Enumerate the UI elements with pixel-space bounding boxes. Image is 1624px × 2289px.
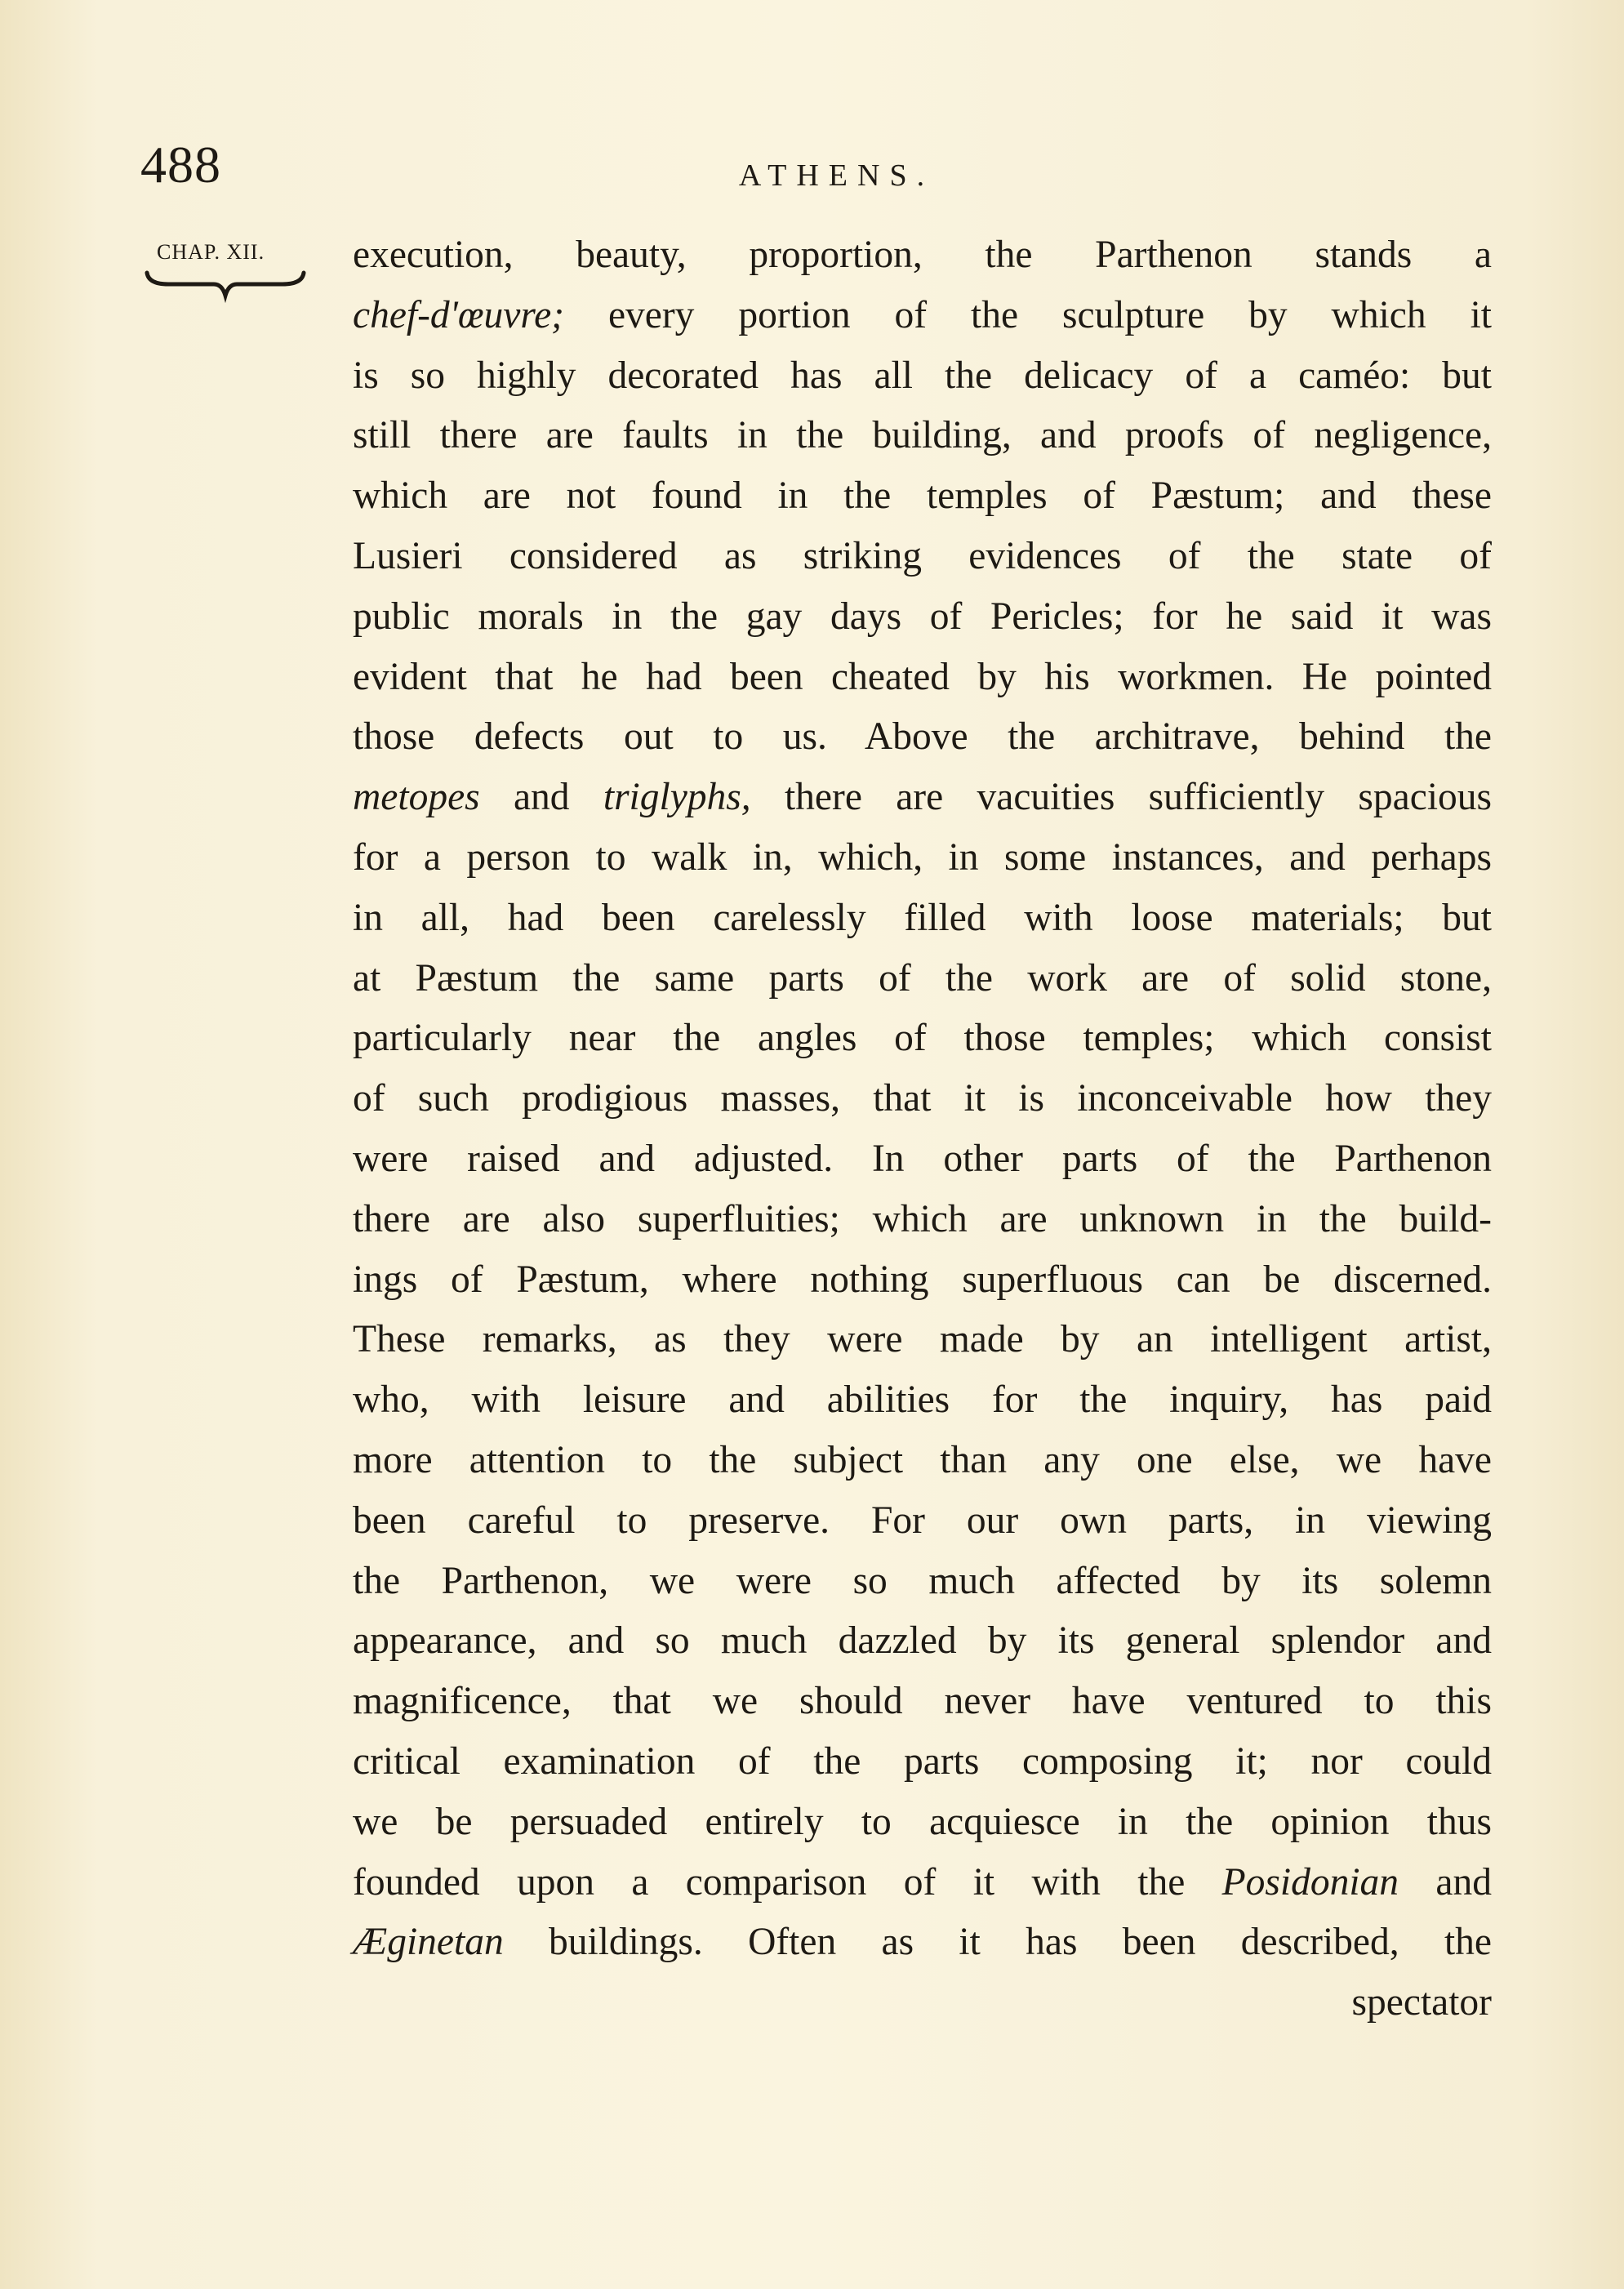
text-line: execution, beauty, proportion, the Parthenon stands a (353, 234, 1492, 276)
text-line: still there are faults in the building, and proofs of negligence, (353, 414, 1492, 457)
text-line: there are also superfluities; which are unknown in the build- (353, 1197, 1492, 1240)
text-line: more attention to the subject than any one else, we have (353, 1438, 1492, 1481)
text-line: founded upon a comparison of it with the Posidonian and (353, 1860, 1492, 1904)
text-line: in all, had been carelessly filled with loose materials; but (353, 896, 1492, 939)
italic-phrase: metopes (353, 776, 480, 819)
text-line: which are not found in the temples of Pæstum; and these (353, 474, 1492, 518)
catchword: spectator (1351, 1981, 1492, 2024)
italic-phrase: chef-d'œuvre; (353, 293, 564, 336)
body-text (353, 225, 1492, 2033)
text-line: chef-d'œuvre; every portion of the sculpture by which it (353, 293, 1492, 336)
italic-phrase: Æginetan (353, 1921, 504, 1964)
text-line: public morals in the gay days of Pericles; for he said it was (353, 595, 1492, 638)
text-line: for a person to walk in, which, in some instances, and perhaps (353, 835, 1492, 879)
text-line: ings of Pæstum, where nothing superfluous can be discerned. (353, 1258, 1492, 1301)
text-line: were raised and adjusted. In other parts of the Parthenon (353, 1137, 1492, 1180)
brace-ornament (144, 269, 307, 305)
text-line: evident that he had been cheated by his workmen. He pointed (353, 655, 1492, 698)
text-line: particularly near the angles of those temples; which consist (353, 1017, 1492, 1060)
text-line: metopes and triglyphs, there are vacuities sufficiently spacious (353, 776, 1492, 819)
text-line: appearance, and so much dazzled by its general splendor and (353, 1619, 1492, 1663)
text-line: who, with leisure and abilities for the inquiry, has paid (353, 1378, 1492, 1422)
text-line: we be persuaded entirely to acquiesce in the opinion thus (353, 1800, 1492, 1843)
running-title: ATHENS. (738, 158, 935, 193)
chapter-marginal-label: CHAP. XII. (157, 240, 265, 264)
italic-phrase: triglyphs, (603, 776, 751, 819)
text-line: Lusieri considered as striking evidences of the state of (353, 534, 1492, 577)
text-line: Æginetan buildings. Often as it has been described, the (353, 1921, 1492, 1964)
text-line: magnificence, that we should never have ventured to this (353, 1680, 1492, 1723)
page-number: 488 (140, 136, 221, 194)
text-line: These remarks, as they were made by an intelligent artist, (353, 1318, 1492, 1361)
text-line: of such prodigious masses, that it is inconceivable how they (353, 1077, 1492, 1120)
text-lines (353, 225, 1492, 1973)
italic-phrase: Posidonian (1221, 1860, 1399, 1904)
text-line: is so highly decorated has all the delicacy of a caméo: but (353, 354, 1492, 397)
text-line: those defects out to us. Above the architrave, behind the (353, 715, 1492, 759)
text-line: been careful to preserve. For our own parts, in viewing (353, 1499, 1492, 1542)
text-line: the Parthenon, we were so much affected by its solemn (353, 1559, 1492, 1602)
text-line: at Pæstum the same parts of the work are of solid stone, (353, 956, 1492, 1000)
text-line: critical examination of the parts composing it; nor could (353, 1739, 1492, 1783)
